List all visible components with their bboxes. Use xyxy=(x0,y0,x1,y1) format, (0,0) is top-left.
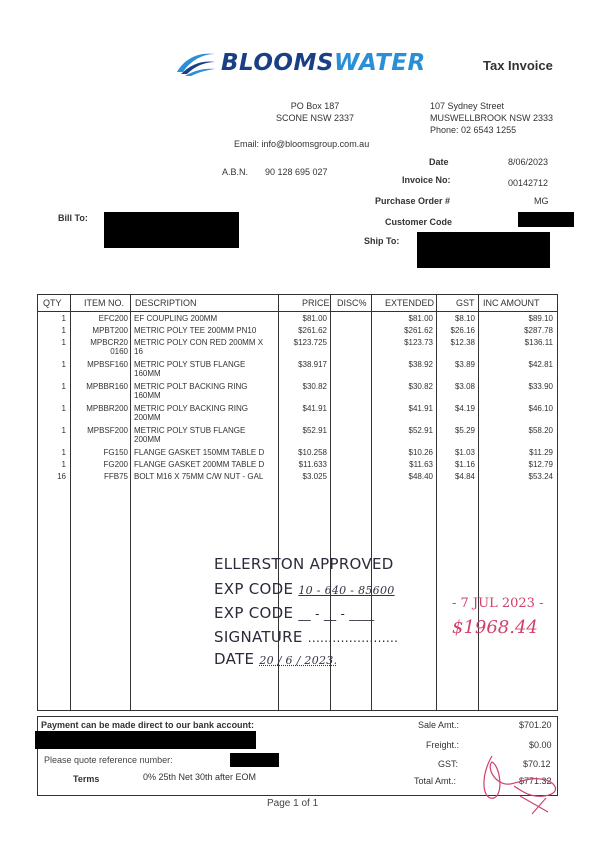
email: Email: info@bloomsgroup.com.au xyxy=(234,139,370,149)
quote-reference-label: Please quote reference number: xyxy=(44,755,173,765)
cell-desc: METRIC POLY TEE 200MM PN10 xyxy=(134,326,257,335)
col-header-inc-amount: INC AMOUNT xyxy=(483,298,540,308)
col-header-qty: QTY xyxy=(43,298,62,308)
col-header-description: DESCRIPTION xyxy=(135,298,197,308)
customer-code-label: Customer Code xyxy=(385,217,453,227)
cell-inc: $53.24 xyxy=(528,472,553,481)
cell-ext: $30.82 xyxy=(408,382,433,391)
bill-to-label: Bill To: xyxy=(58,213,88,223)
cell-item: MPBCR20 0160 xyxy=(90,338,128,356)
cell-item: FG200 xyxy=(103,460,128,469)
phone: Phone: 02 6543 1255 xyxy=(430,125,517,135)
stamp-signature: SIGNATURE ...................... xyxy=(214,628,399,646)
approval-stamp xyxy=(214,555,394,573)
cell-qty: 1 xyxy=(61,404,66,413)
cell-inc: $58.20 xyxy=(528,426,553,435)
cell-inc: $33.90 xyxy=(528,382,553,391)
gst-value: $70.12 xyxy=(523,759,551,769)
cell-inc: $46.10 xyxy=(528,404,553,413)
cell-qty: 1 xyxy=(61,460,66,469)
invoice-no-label: Invoice No: xyxy=(402,175,451,185)
exp-code-1-value: 10 - 640 - 85600 xyxy=(298,584,395,597)
cell-gst: $3.08 xyxy=(454,382,475,391)
stamp-title: ELLERSTON APPROVED xyxy=(214,555,394,573)
exp-code-2-value: __ - __ - ____ xyxy=(298,607,375,621)
cell-ext: $10.26 xyxy=(408,448,433,457)
cell-desc: METRIC POLY CON RED 200MM X 16 xyxy=(134,338,264,356)
cell-inc: $12.79 xyxy=(528,460,553,469)
handwritten-amount: $1968.44 xyxy=(452,617,538,638)
redacted-bank-details xyxy=(35,731,256,749)
po-value: MG xyxy=(534,196,549,206)
brand-logo xyxy=(175,48,426,78)
abn-value: 90 128 695 027 xyxy=(265,167,328,177)
handwritten-signature xyxy=(470,746,565,816)
cell-gst: $1.03 xyxy=(454,448,475,457)
cell-qty: 1 xyxy=(61,426,66,435)
sale-amount-label: Sale Amt.: xyxy=(418,720,460,730)
cell-item: MPBSF200 xyxy=(87,426,128,435)
cell-inc: $42.81 xyxy=(528,360,553,369)
cell-ext: $123.73 xyxy=(404,338,433,347)
brand-wordmark: BLOOMSWATER xyxy=(221,50,426,76)
cell-ext: $41.91 xyxy=(408,404,433,413)
date-value: 8/06/2023 xyxy=(508,157,549,167)
cell-inc: $287.78 xyxy=(524,326,553,335)
cell-price: $81.00 xyxy=(302,314,327,323)
cell-item: MPBBR200 xyxy=(86,404,128,413)
redacted-bill-to xyxy=(104,212,239,248)
po-town: SCONE NSW 2337 xyxy=(276,113,355,123)
cell-price: $30.82 xyxy=(302,382,327,391)
cell-ext: $48.40 xyxy=(408,472,433,481)
cell-item: FFB75 xyxy=(103,472,128,481)
cell-gst: $3.89 xyxy=(454,360,475,369)
col-header-extended: EXTENDED xyxy=(385,298,435,308)
cell-qty: 1 xyxy=(61,326,66,335)
cell-item: MPBSF160 xyxy=(87,360,128,369)
col-header-item: ITEM NO. xyxy=(84,298,124,308)
seller-street-block xyxy=(430,100,553,136)
col-header-gst: GST xyxy=(456,298,475,308)
seller-po-block xyxy=(276,100,354,124)
sale-amount-value: $701.20 xyxy=(519,720,552,730)
cell-desc: EF COUPLING 200MM xyxy=(134,314,218,323)
cell-price: $3.025 xyxy=(302,472,327,481)
freight-label: Freight.: xyxy=(426,740,460,750)
cell-qty: 1 xyxy=(61,448,66,457)
stamp-exp-code-2: EXP CODE __ - __ - ____ xyxy=(214,604,375,622)
page-indicator: Page 1 of 1 xyxy=(267,798,319,809)
cell-ext: $52.91 xyxy=(408,426,433,435)
redacted-ship-to xyxy=(417,232,550,268)
cell-gst: $12.38 xyxy=(450,338,475,347)
line-items-table xyxy=(37,294,558,711)
cell-gst: $26.16 xyxy=(450,326,475,335)
ship-to-label: Ship To: xyxy=(364,236,400,246)
cell-price: $38.917 xyxy=(298,360,327,369)
cell-inc: $89.10 xyxy=(528,314,553,323)
cell-price: $41.91 xyxy=(302,404,327,413)
cell-gst: $8.10 xyxy=(454,314,475,323)
gst-label: GST: xyxy=(438,759,459,769)
cell-item: EFC200 xyxy=(98,314,128,323)
street: 107 Sydney Street xyxy=(430,101,505,111)
cell-qty: 16 xyxy=(57,472,66,481)
stamp-date: DATE 20 / 6 / 2023. xyxy=(214,650,338,668)
total-amount-value: $771.32 xyxy=(519,776,552,786)
po-box: PO Box 187 xyxy=(290,101,340,111)
freight-value: $0.00 xyxy=(529,740,552,750)
cell-inc: $136.11 xyxy=(524,338,553,347)
document-title: Tax Invoice xyxy=(483,58,553,73)
cell-desc: METRIC POLY STUB FLANGE 160MM xyxy=(134,360,246,378)
terms-value: 0% 25th Net 30th after EOM xyxy=(143,772,257,782)
po-label: Purchase Order # xyxy=(375,196,451,206)
terms-label: Terms xyxy=(73,774,100,784)
cell-inc: $11.29 xyxy=(529,448,553,457)
col-header-price: PRICE xyxy=(302,298,330,308)
cell-gst: $4.84 xyxy=(454,472,475,481)
cell-ext: $11.63 xyxy=(409,460,433,469)
cell-desc: FLANGE GASKET 150MM TABLE D xyxy=(134,448,265,457)
cell-price: $123.725 xyxy=(293,338,327,347)
cell-item: MPBBR160 xyxy=(86,382,128,391)
cell-ext: $81.00 xyxy=(408,314,433,323)
cell-gst: $1.16 xyxy=(454,460,475,469)
cell-price: $261.62 xyxy=(298,326,327,335)
date-label: Date xyxy=(429,157,449,167)
total-amount-label: Total Amt.: xyxy=(414,776,457,786)
cell-item: MPBT200 xyxy=(92,326,128,335)
stamp-exp-code-1: EXP CODE 10 - 640 - 85600 xyxy=(214,580,395,598)
water-wave-logo-icon xyxy=(175,48,217,78)
payment-heading: Payment can be made direct to our bank account: xyxy=(41,720,255,730)
cell-qty: 1 xyxy=(61,360,66,369)
cell-desc: FLANGE GASKET 200MM TABLE D xyxy=(134,460,265,469)
cell-desc: METRIC POLY BACKING RING 200MM xyxy=(134,404,248,422)
cell-ext: $261.62 xyxy=(404,326,433,335)
cell-price: $11.633 xyxy=(298,460,327,469)
cell-qty: 1 xyxy=(61,314,66,323)
cell-gst: $5.29 xyxy=(454,426,475,435)
received-date-stamp: - 7 JUL 2023 - xyxy=(452,596,544,611)
redacted-reference-number xyxy=(230,753,279,767)
cell-qty: 1 xyxy=(61,338,66,347)
street-town: MUSWELLBROOK NSW 2333 xyxy=(430,113,554,123)
cell-ext: $38.92 xyxy=(408,360,433,369)
stamp-date-value: 20 / 6 / 2023. xyxy=(259,654,338,667)
cell-desc: METRIC POLY STUB FLANGE 200MM xyxy=(134,426,246,444)
cell-desc: BOLT M16 X 75MM C/W NUT - GAL xyxy=(134,472,264,481)
abn-label: A.B.N. xyxy=(222,167,249,177)
col-header-disc: DISC% xyxy=(337,298,367,308)
redacted-customer-code xyxy=(518,212,574,227)
header-divider xyxy=(38,311,557,312)
cell-price: $52.91 xyxy=(302,426,327,435)
cell-desc: METRIC POLT BACKING RING 160MM xyxy=(134,382,248,400)
invoice-no-value: 00142712 xyxy=(508,178,549,188)
cell-price: $10.258 xyxy=(298,448,327,457)
cell-gst: $4.19 xyxy=(454,404,475,413)
cell-qty: 1 xyxy=(61,382,66,391)
cell-item: FG150 xyxy=(103,448,128,457)
